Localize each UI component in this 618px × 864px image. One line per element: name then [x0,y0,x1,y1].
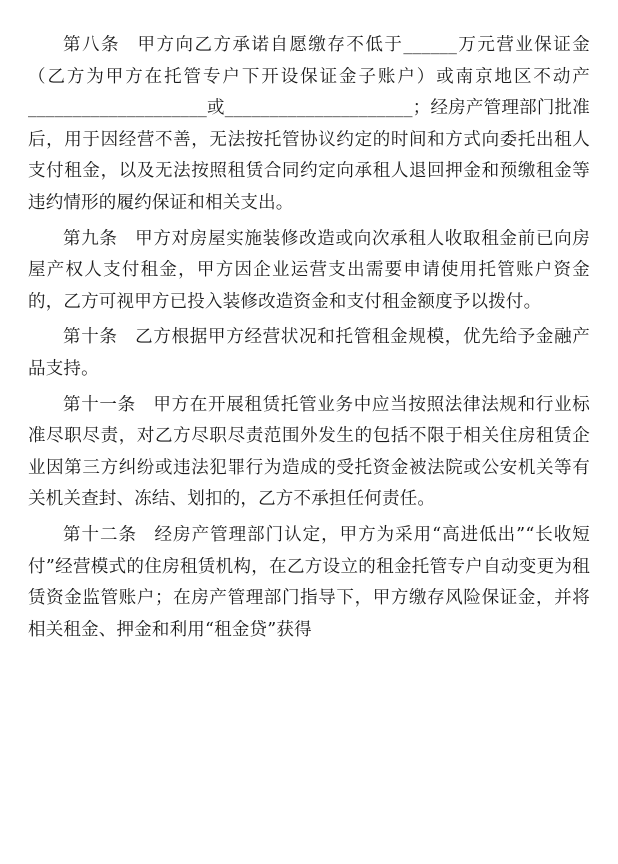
article-8-number: 第八条 [63,35,120,55]
document-page [28,30,590,650]
article-10 [28,322,590,385]
article-9 [28,224,590,319]
article-9-number: 第九条 [63,228,118,249]
article-12-text: 经房产管理部门认定，甲方为采用“高进低出”“长收短付”经营模式的住房租赁机构，在乙方设立的租金托管专户自动变更为租赁资金监管账户；在房产管理部门指导下，甲方缴存风险保证金，并将相关租金、押金和利用“租金贷”获得 [28,524,590,640]
article-10-text: 乙方根据甲方经营状况和托管租金规模，优先给予金融产品支持。 [28,327,591,379]
article-8-text: 甲方向乙方承诺自愿缴存不低于______万元营业保证金（乙方为甲方在托管专户下开设保证金子账户）或南京地区不动产____________________或_____________________；经房产管理部门批准后，用于因经营不善，无法按托管协议约定的时间和方式向委托出租人支付租金，以及无法按照租赁合同约定向承租人退回押金和预缴租金等违约情形的履约保证和相关支出。 [28,35,590,213]
article-12-number: 第十二条 [63,524,138,545]
article-8 [28,30,590,220]
article-11 [28,390,590,516]
article-11-text: 甲方在开展租赁托管业务中应当按照法律法规和行业标准尽职尽责，对乙方尽职尽责范围外发生的包括不限于相关住房租赁企业因第三方纠纷或违法犯罪行为造成的受托资金被法院或公安机关等有关机关查封、冻结、划扣的，乙方不承担任何责任。 [28,394,590,510]
article-12 [28,520,590,646]
article-10-number: 第十条 [63,327,118,348]
article-9-text: 甲方对房屋实施装修改造或向次承租人收取租金前已向房屋产权人支付租金，甲方因企业运营支出需要申请使用托管账户资金的，乙方可视甲方已投入装修改造资金和支付租金额度予以拨付。 [28,228,591,312]
article-11-number: 第十一条 [63,394,136,415]
